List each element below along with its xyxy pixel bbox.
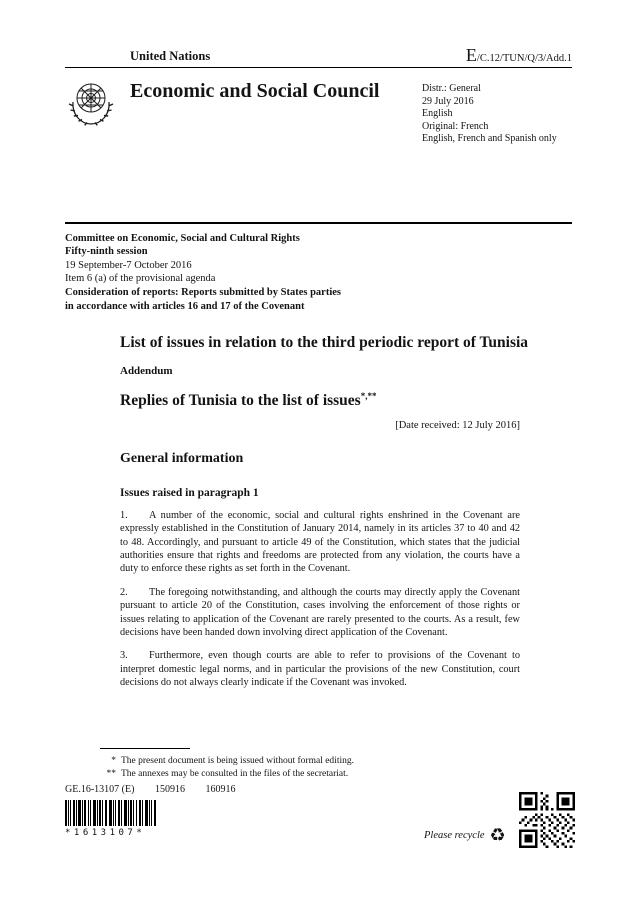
session-block	[65, 232, 520, 314]
session-dates: 19 September-7 October 2016	[65, 259, 192, 271]
paragraph-text: A number of the economic, social and cultural rights enshrined in the Covenant are expressly established in the Constitution of January 2014, namely in its articles 37 to 40 and 42 to 48. Accordingly, and pursuant to article 49 of the Constitution, which states that the judicial authorities ensure that rights and freedoms are protected from any violation, the courts have a duty to enforce these rights as set forth in the Covenant.	[120, 509, 520, 575]
footnote-text: The present document is being issued without formal editing.	[121, 756, 354, 766]
date-code-2: 160916	[205, 784, 236, 795]
please-recycle-label: Please recycle	[424, 829, 485, 841]
body-paragraph-3	[120, 649, 520, 689]
footnote-markers: *,**	[360, 390, 377, 401]
body-paragraph-1	[120, 509, 520, 576]
report-title: List of issues in relation to the third periodic report of Tunisia	[120, 334, 529, 352]
footnote-marker: *	[111, 756, 116, 766]
replies-title	[120, 391, 640, 410]
footnote-separator	[100, 748, 190, 749]
footnotes-block	[100, 748, 522, 782]
paragraph-number: 1.	[120, 509, 128, 521]
paragraph-text: Furthermore, even though courts are able to refer to provisions of the Covenant to interpret domestic legal norms, and in particular the provisions of the new Constitution, court decisions do not always clearly indicate if the Covenant was invoked.	[120, 650, 520, 688]
replies-title-text: Replies of Tunisia to the list of issues	[120, 391, 361, 409]
date-code-1: 150916	[154, 784, 185, 795]
agenda-item: Item 6 (a) of the provisional agenda	[65, 273, 216, 285]
distr-line: Distr.: General	[422, 83, 481, 94]
header-divider-rule	[65, 222, 572, 224]
agenda-title-line2: in accordance with articles 16 and 17 of the Covenant	[65, 300, 305, 312]
un-emblem-icon	[65, 77, 117, 131]
language-line: English	[422, 108, 453, 119]
date-line: 29 July 2016	[422, 95, 474, 107]
committee-name: Committee on Economic, Social and Cultural Rights	[65, 232, 300, 244]
date-received: [Date received: 12 July 2016]	[395, 419, 520, 431]
subsection-heading-paragraph-1: Issues raised in paragraph 1	[120, 486, 259, 499]
org-name-label: United Nations	[130, 49, 211, 63]
addendum-label: Addendum	[120, 364, 173, 377]
paragraph-number: 3.	[120, 650, 128, 662]
header-main-row	[65, 74, 572, 146]
section-heading-general-information: General information	[120, 450, 244, 466]
doc-symbol-prefix: E	[465, 45, 477, 65]
qr-code	[519, 792, 575, 848]
body-paragraph-2	[120, 586, 520, 640]
doc-symbol	[466, 46, 572, 64]
ge-number: GE.16-13107 (E)	[65, 784, 135, 795]
session-number: Fifty-ninth session	[65, 246, 148, 258]
agenda-title-line1: Consideration of reports: Reports submitted by States parties	[65, 287, 341, 299]
languages-note: English, French and Spanish only	[422, 133, 557, 144]
footnote-item	[100, 755, 522, 768]
paragraph-number: 2.	[120, 586, 128, 598]
please-recycle	[424, 826, 506, 844]
ge-reference-line	[65, 784, 235, 795]
barcode	[65, 800, 157, 838]
footnote-marker: **	[106, 769, 116, 780]
footnote-item	[100, 768, 522, 781]
footnote-text: The annexes may be consulted in the files of the secretariat.	[121, 769, 349, 780]
council-title: Economic and Social Council	[130, 80, 380, 102]
distribution-block	[422, 74, 572, 146]
recycle-icon: ♻	[489, 825, 506, 845]
header-top-row	[65, 0, 572, 68]
barcode-text: *1613107*	[65, 828, 146, 838]
original-language-line: Original: French	[422, 120, 489, 132]
doc-symbol-rest: /C.12/TUN/Q/3/Add.1	[476, 53, 572, 64]
paragraph-text: The foregoing notwithstanding, and although the courts may directly apply the Covenant pursuant to article 20 of the Constitution, cases involving the enforcement of those rights or issues relating to application of the Covenant are rarely presented to the courts. As a result, few decisions have been handed down involving direct application of the Covenant.	[120, 586, 520, 638]
